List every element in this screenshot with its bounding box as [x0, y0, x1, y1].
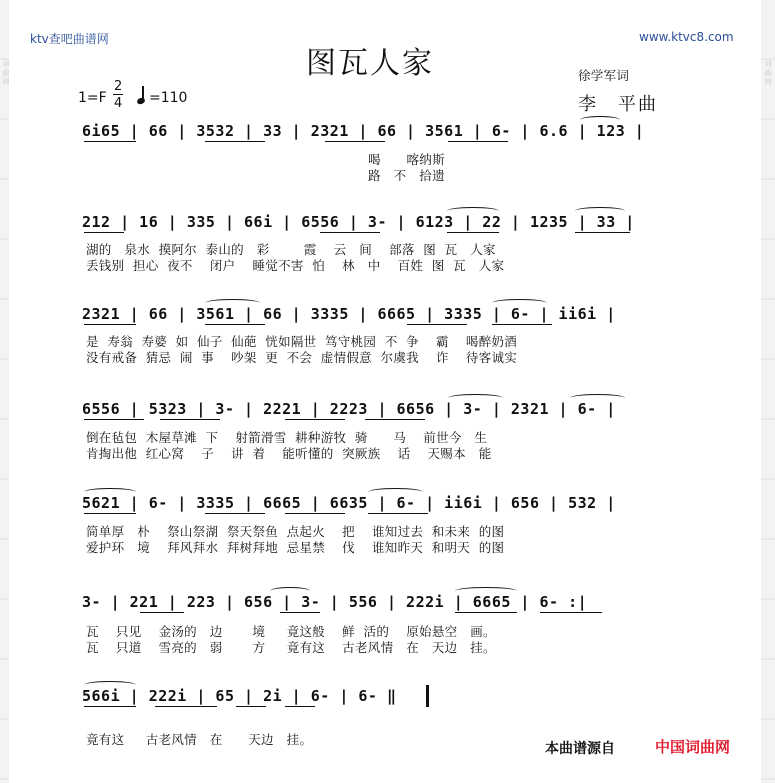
slur [447, 207, 499, 215]
beam [84, 706, 136, 707]
lyricist-credit: 徐学军词 [578, 68, 630, 83]
beam [365, 419, 425, 420]
beam [285, 706, 315, 707]
lyric-line-5b: 爱护环 境 拜风拜水 拜树拜地 忌星禁 伐 谁知昨天 和明天 的图 [86, 540, 505, 555]
site-url-right: www.ktvc8.com [639, 30, 734, 44]
lyric-line-1b: 路 不 拾遗 [86, 168, 445, 183]
beam [205, 141, 265, 142]
notation-line-5: 5621 | 6- | 3335 | 6665 | 6635 | 6- | ii6i | 656 | 532 | [82, 494, 616, 512]
slur [580, 116, 620, 124]
lyric-line-3b: 没有戒备 猜忌 闹 事 吵架 更 不会 虚情假意 尔虞我 诈 待客诚实 [86, 350, 518, 365]
beam [368, 513, 428, 514]
beam [155, 706, 217, 707]
beam [84, 141, 136, 142]
song-title: 图瓦人家 [306, 46, 434, 81]
final-barline [426, 685, 429, 707]
lyric-line-7a: 竟有这 古老风情 在 天边 挂。 [86, 732, 313, 747]
slur [84, 681, 136, 689]
slur [492, 299, 547, 307]
notation-line-7: 566i | 222i | 65 | 2i | 6- | 6- ‖ [82, 687, 397, 705]
beam [84, 232, 124, 233]
slur [270, 587, 310, 595]
time-signature-bar [113, 94, 123, 95]
slur [205, 299, 260, 307]
lyric-line-5a: 简单厚 朴 祭山祭湖 祭天祭鱼 点起火 把 谁知过去 和未来 的图 [86, 524, 505, 539]
lyric-line-4b: 肯掏出他 红心窝 子 讲 着 能听懂的 突厥族 话 天赐本 能 [86, 446, 492, 461]
right-frame [761, 0, 775, 783]
beam [160, 419, 220, 420]
tempo-marking: =110 [149, 90, 188, 106]
beam [84, 419, 144, 420]
beam [455, 612, 517, 613]
beam [84, 513, 136, 514]
lyric-line-2b: 丢钱别 担心 夜不 闭户 睡觉不害 怕 林 中 百姓 图 瓦 人家 [86, 258, 505, 273]
slur [455, 587, 517, 595]
site-name-left: ktv查吧曲谱网 [30, 32, 109, 46]
slur [84, 488, 136, 496]
beam [140, 612, 184, 613]
source-site-link[interactable]: 中国词曲网 [655, 738, 731, 756]
notation-line-4: 6556 | 5323 | 3- | 2221 | 2223 | 6656 | 3- | 2321 | 6- | [82, 400, 616, 418]
left-frame [0, 0, 9, 783]
lyric-line-6a: 瓦 只见 金汤的 边 境 竟这般 鲜 活的 原始悬空 画。 [86, 624, 496, 639]
beam [236, 706, 266, 707]
slur [368, 488, 423, 496]
notation-line-1: 6i65 | 66 | 3532 | 33 | 2321 | 66 | 3561 | 6- | 6.6 | 123 | [82, 122, 645, 140]
notation-line-6: 3- | 221 | 223 | 656 | 3- | 556 | 222i | 6665 | 6- :| [82, 593, 588, 611]
beam [407, 324, 467, 325]
beam [325, 141, 385, 142]
lyric-line-1a: 喝 喀纳斯 [86, 152, 445, 167]
beam [575, 232, 630, 233]
beam [540, 612, 602, 613]
lyric-line-3a: 是 寿翁 寿婆 如 仙子 仙葩 恍如隔世 笃守桃园 不 争 霸 喝醉奶酒 [86, 334, 518, 349]
notation-line-3: 2321 | 66 | 3561 | 66 | 3335 | 6665 | 3335 | 6- | ii6i | [82, 305, 616, 323]
lyric-line-2a: 湖的 泉水 摸阿尔 泰山的 彩 霞 云 间 部落 图 瓦 人家 [86, 242, 496, 257]
source-label: 本曲谱源自 [545, 741, 615, 757]
beam [205, 513, 265, 514]
slur [570, 394, 625, 402]
beam [84, 324, 136, 325]
lyric-line-4a: 倒在毡包 木屋草滩 下 射箭滑雪 耕种游牧 骑 马 前世今 生 [86, 430, 488, 445]
beam [320, 232, 380, 233]
notation-line-2: 212 | 16 | 335 | 66i | 6556 | 3- | 6123 | 22 | 1235 | 33 | [82, 213, 635, 231]
lyric-line-6b: 瓦 只道 雪亮的 弱 方 竟有这 古老风情 在 天边 挂。 [86, 640, 496, 655]
quarter-note-head-icon [136, 97, 146, 105]
beam [285, 419, 345, 420]
beam [285, 513, 345, 514]
beam [280, 612, 320, 613]
watermark-left: 词曲网 [2, 60, 10, 87]
time-signature-bottom: 4 [114, 96, 123, 111]
slur [575, 207, 625, 215]
slur [448, 394, 503, 402]
beam [492, 324, 552, 325]
watermark-right: 词曲网 [764, 60, 772, 87]
time-signature-top: 2 [114, 79, 123, 94]
key-signature: 1=F [78, 90, 107, 106]
composer-credit: 李 平曲 [578, 94, 658, 115]
beam [448, 141, 508, 142]
beam [447, 232, 499, 233]
beam [205, 324, 265, 325]
